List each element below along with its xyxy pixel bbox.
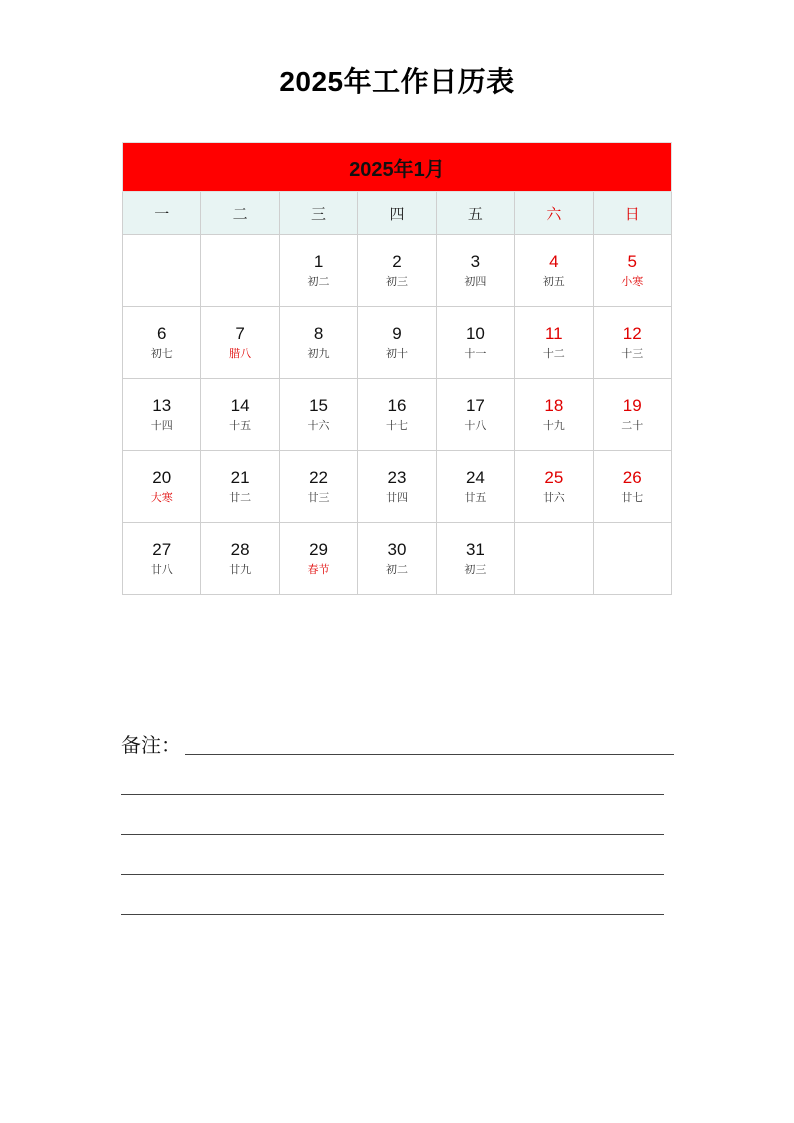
- day-number: 30: [387, 540, 407, 559]
- empty-day-cell: [515, 523, 593, 595]
- lunar-date: 十四: [150, 419, 173, 432]
- day-cell[interactable]: [515, 307, 593, 379]
- lunar-date: 廿二: [229, 491, 252, 504]
- week-row: [123, 307, 672, 379]
- day-number: 10: [465, 324, 485, 343]
- lunar-date: 初七: [150, 347, 173, 360]
- day-cell[interactable]: [279, 523, 357, 595]
- day-number: 14: [230, 396, 250, 415]
- notes-line[interactable]: [121, 874, 664, 875]
- day-cell[interactable]: [358, 451, 436, 523]
- day-cell[interactable]: [358, 235, 436, 307]
- notes-line[interactable]: [121, 794, 664, 795]
- day-cell[interactable]: [201, 307, 279, 379]
- lunar-date: 二十: [621, 419, 644, 432]
- weekday-header: 三: [279, 192, 357, 235]
- notes-line[interactable]: [185, 754, 674, 755]
- week-row: [123, 235, 672, 307]
- day-number: 16: [387, 396, 407, 415]
- day-number: 11: [544, 324, 563, 343]
- week-row: [123, 379, 672, 451]
- lunar-date: 廿六: [542, 491, 565, 504]
- notes-label: 备注：: [121, 733, 181, 757]
- notes-line[interactable]: [121, 914, 664, 915]
- lunar-date: 初三: [385, 275, 408, 288]
- calendar-table: [122, 142, 672, 595]
- lunar-date: 廿九: [229, 563, 252, 576]
- lunar-date: 初二: [385, 563, 408, 576]
- day-number: 17: [465, 396, 485, 415]
- day-cell[interactable]: [201, 523, 279, 595]
- day-number: 18: [544, 396, 564, 415]
- day-cell[interactable]: [436, 451, 514, 523]
- day-number: 13: [152, 396, 172, 415]
- lunar-date: 初九: [307, 347, 330, 360]
- day-cell[interactable]: [123, 523, 201, 595]
- day-number: 29: [309, 540, 329, 559]
- day-cell[interactable]: [358, 523, 436, 595]
- page-title: 2025年工作日历表: [279, 66, 515, 97]
- day-cell[interactable]: [593, 379, 671, 451]
- day-number: 20: [152, 468, 172, 487]
- day-cell[interactable]: [593, 451, 671, 523]
- lunar-date: 春节: [307, 563, 330, 576]
- lunar-date: 廿八: [150, 563, 173, 576]
- week-row: [123, 523, 672, 595]
- lunar-date: 十七: [385, 419, 408, 432]
- day-cell[interactable]: [279, 451, 357, 523]
- day-cell[interactable]: [436, 307, 514, 379]
- day-number: 3: [470, 252, 481, 271]
- day-cell[interactable]: [358, 379, 436, 451]
- day-number: 4: [549, 252, 559, 271]
- lunar-date: 腊八: [229, 347, 252, 360]
- day-number: 23: [387, 468, 407, 487]
- lunar-date: 初四: [464, 275, 487, 288]
- weekday-header: 六: [515, 192, 593, 235]
- calendar-grid: [123, 235, 672, 595]
- day-number: 15: [309, 396, 329, 415]
- day-cell[interactable]: [593, 307, 671, 379]
- lunar-date: 廿七: [621, 491, 644, 504]
- day-cell[interactable]: [123, 451, 201, 523]
- day-cell[interactable]: [123, 307, 201, 379]
- lunar-date: 十二: [542, 347, 565, 360]
- day-cell[interactable]: [123, 379, 201, 451]
- lunar-date: 十六: [307, 419, 330, 432]
- day-number: 31: [465, 540, 485, 559]
- day-number: 8: [313, 324, 324, 343]
- day-number: 22: [309, 468, 329, 487]
- weekday-header: 二: [201, 192, 279, 235]
- day-number: 24: [465, 468, 485, 487]
- week-row: [123, 451, 672, 523]
- day-number: 25: [544, 468, 564, 487]
- day-cell[interactable]: [515, 379, 593, 451]
- day-cell[interactable]: [279, 235, 357, 307]
- weekday-header: 五: [436, 192, 514, 235]
- lunar-date: 十三: [621, 347, 644, 360]
- day-number: 19: [622, 396, 642, 415]
- lunar-date: 廿四: [385, 491, 408, 504]
- day-cell[interactable]: [515, 235, 593, 307]
- day-cell[interactable]: [436, 523, 514, 595]
- day-number: 21: [230, 468, 250, 487]
- day-number: 12: [622, 324, 642, 343]
- weekday-header: 四: [358, 192, 436, 235]
- lunar-date: 初二: [307, 275, 330, 288]
- day-cell[interactable]: [279, 379, 357, 451]
- day-number: 28: [230, 540, 250, 559]
- empty-day-cell: [593, 523, 671, 595]
- lunar-date: 小寒: [621, 275, 644, 288]
- day-number: 5: [627, 252, 637, 271]
- empty-day-cell: [201, 235, 279, 307]
- day-cell[interactable]: [201, 379, 279, 451]
- notes-first-row: [121, 730, 674, 758]
- day-cell[interactable]: [436, 235, 514, 307]
- lunar-date: 廿五: [464, 491, 487, 504]
- lunar-date: 廿三: [307, 491, 330, 504]
- lunar-date: 初十: [385, 347, 408, 360]
- day-number: 2: [392, 252, 402, 271]
- day-cell[interactable]: [593, 235, 671, 307]
- day-cell[interactable]: [201, 451, 279, 523]
- weekday-header: 一: [123, 192, 201, 235]
- day-number: 6: [156, 324, 167, 343]
- month-header-row: [123, 143, 672, 192]
- day-cell[interactable]: [436, 379, 514, 451]
- lunar-date: 十九: [542, 419, 565, 432]
- lunar-date: 十一: [464, 347, 487, 360]
- lunar-date: 初三: [464, 563, 487, 576]
- weekday-header-row: [123, 192, 672, 235]
- lunar-date: 初五: [542, 275, 565, 288]
- day-cell[interactable]: [515, 451, 593, 523]
- notes-section: [121, 730, 674, 915]
- month-title: 2025年1月: [123, 143, 672, 192]
- day-number: 26: [622, 468, 642, 487]
- day-cell[interactable]: [279, 307, 357, 379]
- notes-line[interactable]: [121, 834, 664, 835]
- lunar-date: 大寒: [150, 491, 173, 504]
- day-number: 9: [392, 324, 402, 343]
- day-number: 1: [313, 252, 324, 271]
- day-cell[interactable]: [358, 307, 436, 379]
- weekday-header: 日: [593, 192, 671, 235]
- lunar-date: 十五: [229, 419, 252, 432]
- day-number: 7: [235, 324, 245, 343]
- lunar-date: 十八: [464, 419, 487, 432]
- empty-day-cell: [123, 235, 201, 307]
- day-number: 27: [152, 540, 172, 559]
